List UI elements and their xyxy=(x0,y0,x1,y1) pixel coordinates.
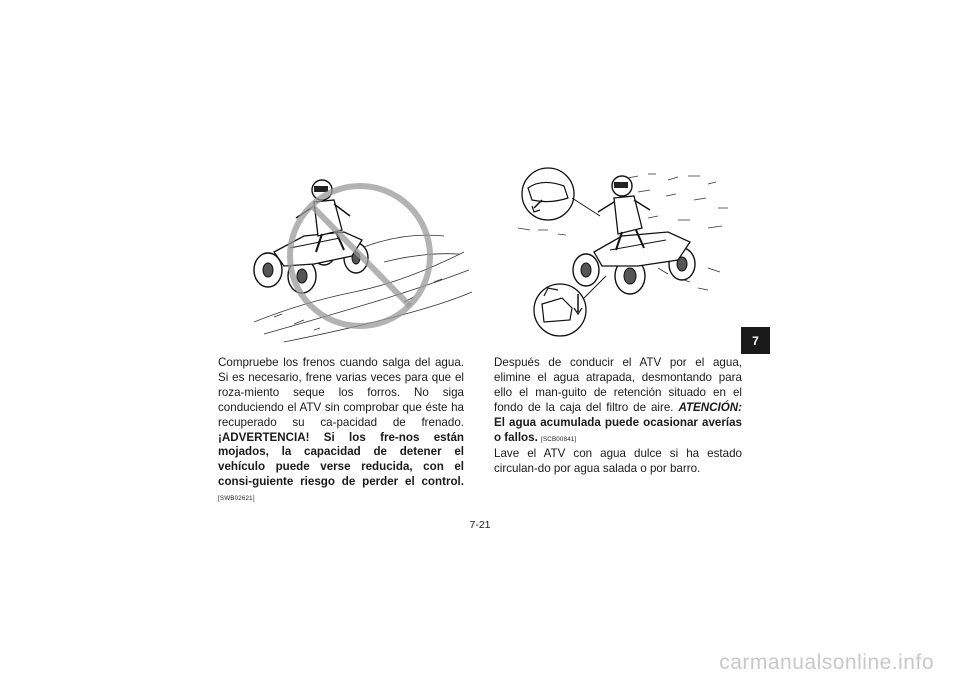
prohibition-sign-icon xyxy=(244,152,476,348)
wash-paragraph: Lave el ATV con agua dulce si ha estado circulan-do por agua salada o por barro. xyxy=(494,447,742,476)
attention-text: El agua acumulada puede ocasionar averías o fallos. xyxy=(494,415,742,444)
atv-wet-brakes-prohibited-illustration xyxy=(244,152,476,348)
drain-water-paragraph xyxy=(494,356,742,447)
drain-water-text: Después de conducir el ATV por el agua, elimine el agua atrapada, desmontando para ello el man-guito de retención situado en el fondo de la caja del filtro de aire. xyxy=(494,356,742,414)
right-column-text xyxy=(494,356,742,477)
warning-code: [SWB02621] xyxy=(218,495,255,503)
attention-label: ATENCIÓN: xyxy=(678,400,742,414)
brake-check-paragraph xyxy=(218,356,464,507)
watermark: carmanualsonline.info xyxy=(719,651,934,674)
left-column-text xyxy=(218,356,464,507)
brake-check-text: Compruebe los frenos cuando salga del agua. Si es necesario, frene varias veces para que el roza-miento seque los forros. No siga conduciendo el ATV sin comprobar que éste ha recuperado su ca-pacidad de frenado. xyxy=(218,356,464,429)
page-number: 7-21 xyxy=(469,519,491,531)
atv-brake-lever-pedal-illustration xyxy=(498,158,748,350)
warning-text: ¡ADVERTENCIA! Si los fre-nos están mojados, la capacidad de detener el vehículo puede verse reducida, con el consi-guiente riesgo de perder el control. xyxy=(218,430,464,489)
brake-lever-pedal-icon xyxy=(498,158,748,350)
chapter-tab: 7 xyxy=(741,327,770,354)
attention-code: [SCB00841] xyxy=(541,435,577,443)
